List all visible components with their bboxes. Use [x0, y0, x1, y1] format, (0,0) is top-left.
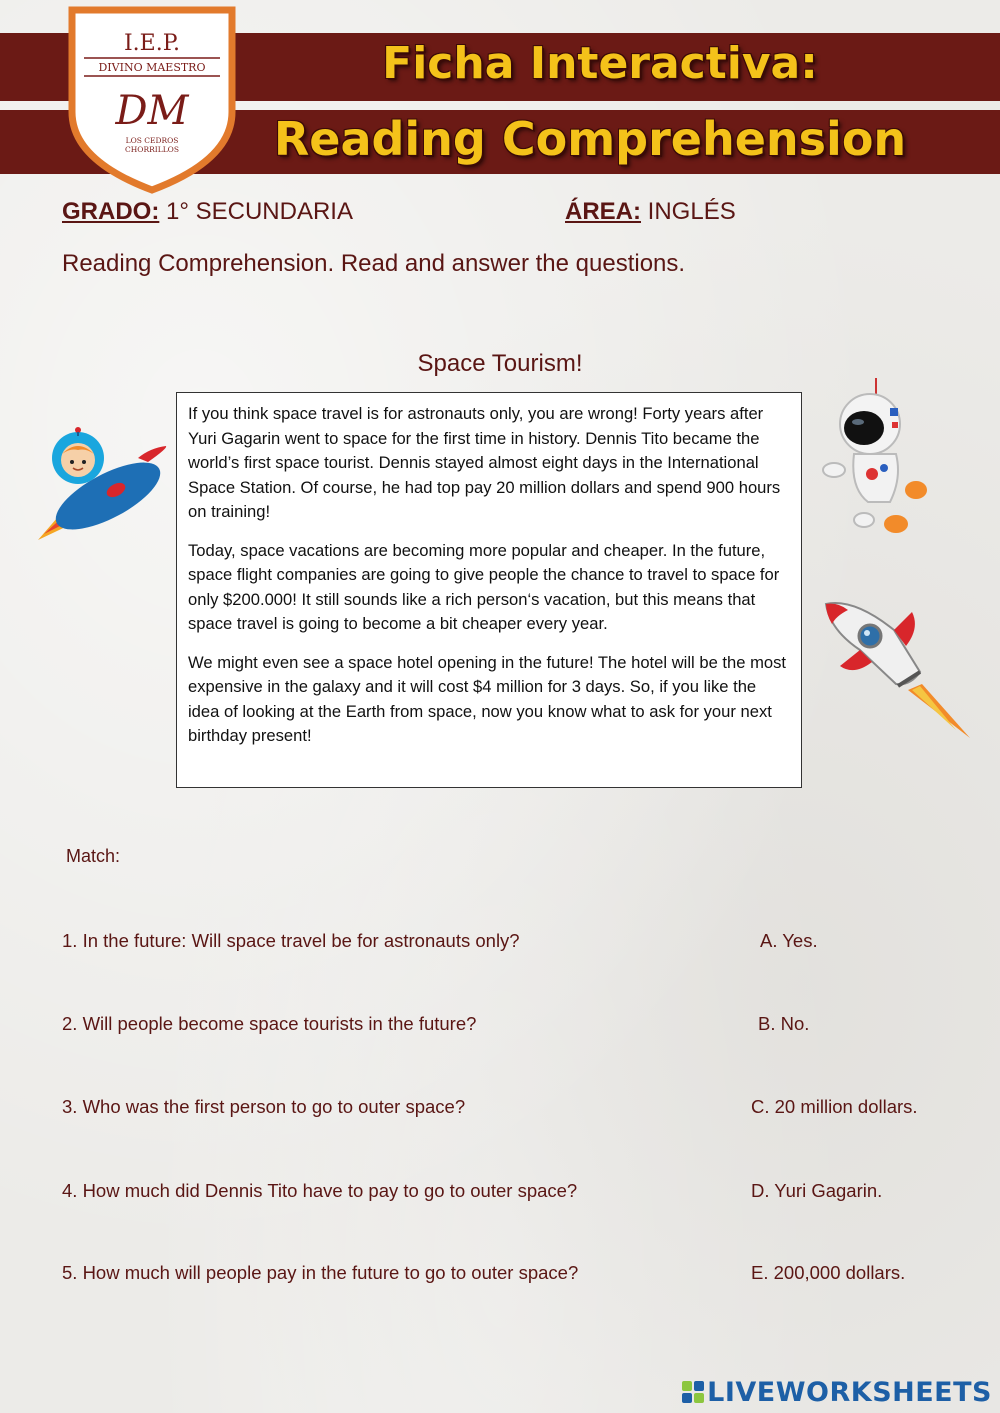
question-2: 2. Will people become space tourists in the future?: [62, 1013, 477, 1034]
astronaut-floating-icon: [820, 378, 932, 542]
question-4: 4. How much did Dennis Tito have to pay to go to outer space?: [62, 1180, 578, 1201]
story-paragraph: Today, space vacations are becoming more popular and cheaper. In the future, space flight companies are going to give people the chance to travel to space for only $200.000! It still sounds like a rich person‘s vacation, but this means that space travel is going to become a bit cheaper every year.: [188, 540, 780, 633]
grade-field: [62, 198, 353, 226]
story-text-box: [176, 392, 802, 788]
school-crest-logo: [66, 0, 238, 196]
instruction-text: Reading Comprehension. Read and answer the questions.: [62, 250, 686, 277]
liveworksheets-logo[interactable]: [682, 1377, 992, 1407]
story-paragraph: If you think space travel is for astronauts only, you are wrong! Forty years after Yuri Gagarin went to space for the first time in history. Dennis Tito became the world’s first space tourist. Dennis stayed almost eight days in the International Space Station. Of course, he had top pay 20 million dollars and spend 900 hours on training!: [188, 404, 781, 521]
match-label: Match:: [66, 846, 121, 866]
liveworksheets-grid-icon: [682, 1381, 704, 1403]
header-title-line1: Ficha Interactiva:: [382, 38, 818, 89]
grade-label: GRADO:: [62, 198, 160, 225]
astronaut-on-rocket-icon: [30, 418, 170, 544]
story-title: Space Tourism!: [417, 350, 583, 377]
question-1: 1. In the future: Will space travel be for astronauts only?: [62, 930, 520, 951]
rocket-icon: [824, 600, 970, 740]
crest-location-line2: CHORRILLOS: [125, 145, 179, 154]
area-value: INGLÉS: [647, 198, 736, 225]
crest-school-name: DIVINO MAESTRO: [98, 61, 206, 74]
answer-c[interactable]: C. 20 million dollars.: [751, 1096, 918, 1117]
crest-location-line1: LOS CEDROS: [125, 136, 179, 145]
answer-e[interactable]: E. 200,000 dollars.: [751, 1262, 906, 1283]
area-label: ÁREA:: [565, 198, 641, 225]
header-title-line2: Reading Comprehension: [273, 112, 907, 166]
answer-b[interactable]: B. No.: [758, 1013, 810, 1034]
crest-school-short: I.E.P.: [123, 31, 181, 56]
story-paragraph: We might even see a space hotel opening in the future! The hotel will be the most expensive in the galaxy and it will cost $4 million for 3 days. So, if you like the idea of looking at the Earth from space, now you know what to ask for your next birthday present!: [188, 652, 787, 745]
liveworksheets-brand-text: LIVEWORKSHEETS: [707, 1376, 992, 1408]
crest-monogram: DM: [115, 88, 189, 134]
area-field: [565, 198, 736, 226]
answer-a[interactable]: A. Yes.: [760, 930, 818, 951]
answer-d[interactable]: D. Yuri Gagarin.: [751, 1180, 883, 1201]
question-5: 5. How much will people pay in the future to go to outer space?: [62, 1262, 579, 1283]
question-3: 3. Who was the first person to go to outer space?: [62, 1096, 466, 1117]
grade-value: 1° SECUNDARIA: [166, 198, 353, 225]
